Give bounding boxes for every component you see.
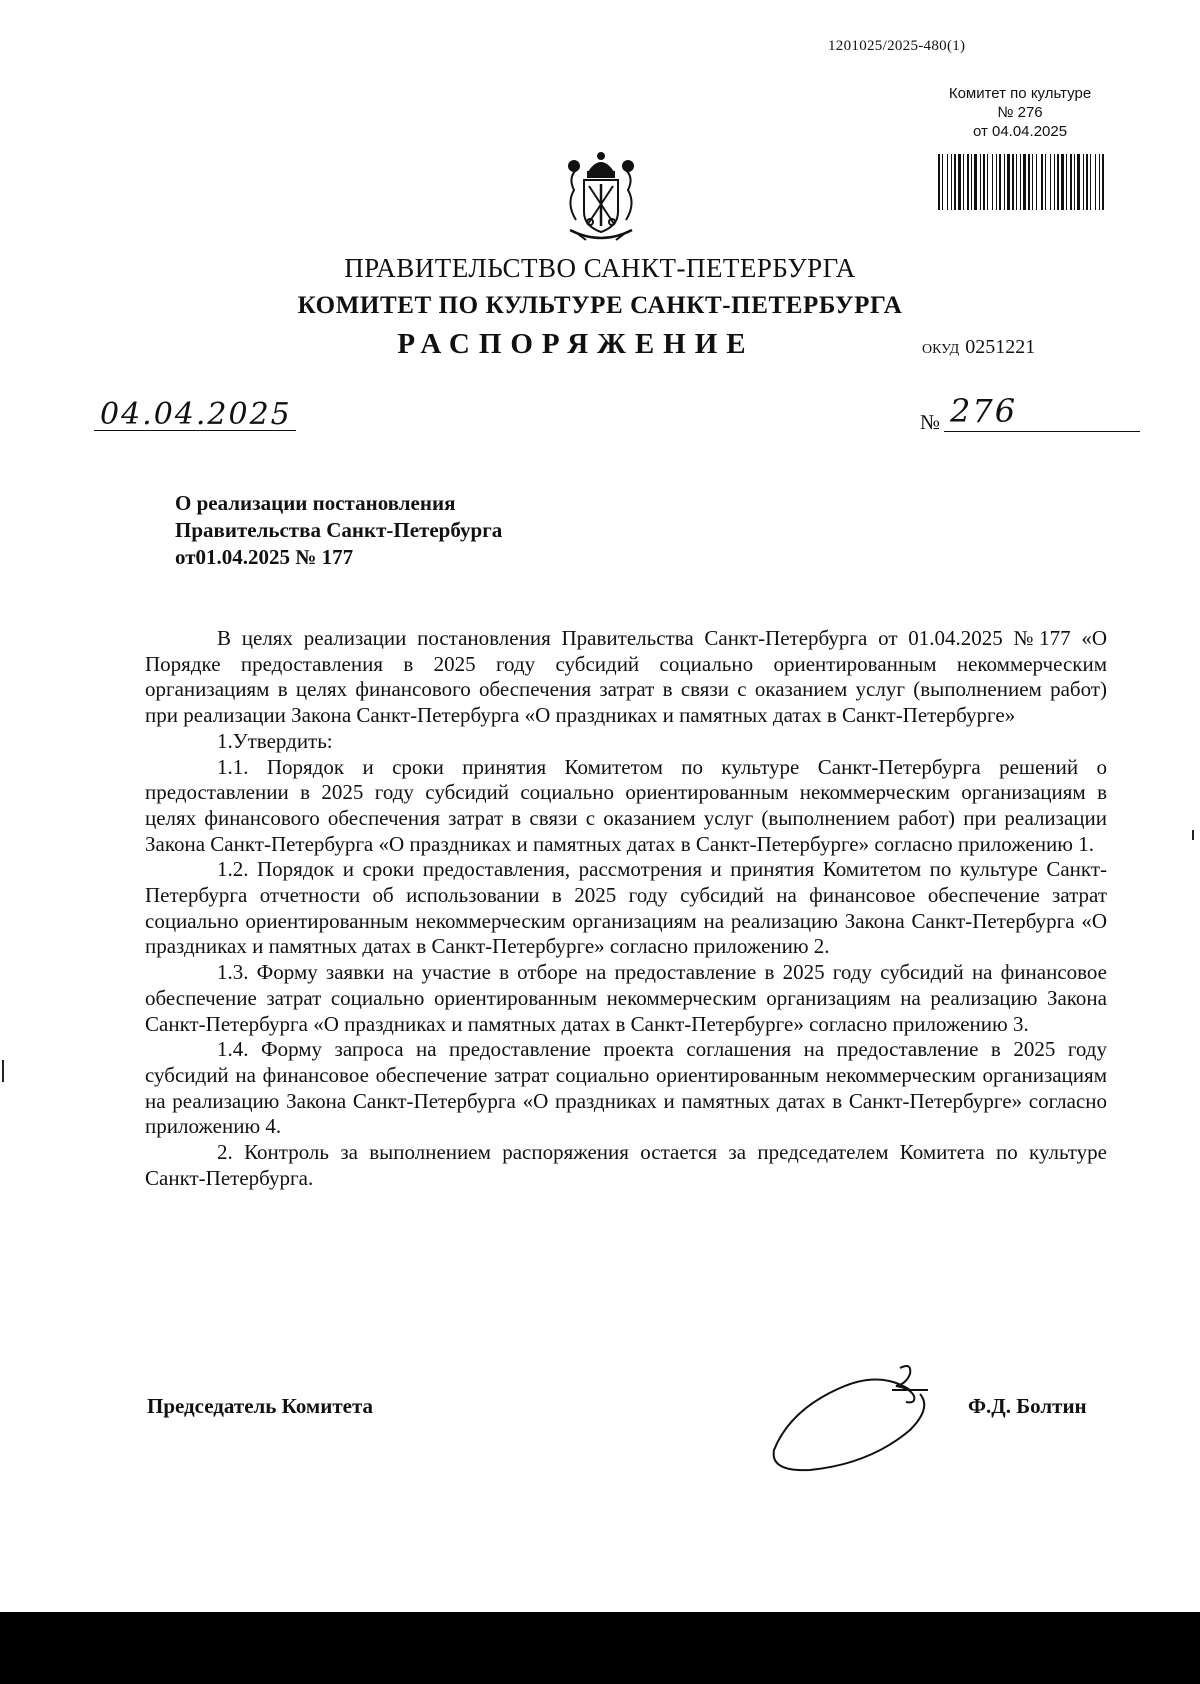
barcode-bar xyxy=(971,154,972,210)
signer-title: Председатель Комитета xyxy=(147,1394,374,1418)
subject-line-3: от01.04.2025 № 177 xyxy=(175,545,354,569)
barcode-bar xyxy=(963,154,964,210)
committee-title: КОМИТЕТ ПО КУЛЬТУРЕ САНКТ-ПЕТЕРБУРГА xyxy=(297,292,903,319)
barcode-bar xyxy=(1016,154,1017,210)
number-underline xyxy=(944,431,1140,432)
barcode-bar xyxy=(1066,154,1067,210)
barcode-bar xyxy=(942,154,943,210)
document-subject xyxy=(175,490,502,571)
barcode-bar xyxy=(1050,154,1051,210)
barcode-bar xyxy=(1023,154,1026,210)
barcode-bar xyxy=(996,154,997,210)
handwritten-date-text: 04.04.2025 xyxy=(100,397,292,430)
barcode-bar xyxy=(974,154,977,210)
barcode-bar xyxy=(1083,154,1084,210)
barcode-bar xyxy=(983,154,985,210)
barcode-bar xyxy=(987,154,988,210)
handwritten-date xyxy=(96,394,294,430)
handwritten-signature xyxy=(760,1360,960,1476)
handwritten-number xyxy=(944,390,1054,430)
okud-value: 0251221 xyxy=(965,336,1036,358)
barcode-bar xyxy=(1061,154,1064,210)
stamp-org: Комитет по культуре xyxy=(948,85,1092,102)
barcode-bar xyxy=(1012,154,1014,210)
registration-stamp xyxy=(920,84,1120,141)
preamble-paragraph: В целях реализации постановления Правительства Санкт-Петербурга от 01.04.2025 №177 «О Порядке предоставления в 2025 году субсидий социально ориентированным некоммерческим организациям в целях финансового обеспечения затрат в связи с оказанием услуг (выполнением работ) при реализации Закона Санкт-Петербурга «О праздниках и памятных датах в Санкт-Петербурге» xyxy=(145,626,1107,728)
document-type: РАСПОРЯЖЕНИЕ xyxy=(397,328,755,360)
barcode-bar xyxy=(938,154,940,210)
barcode-bar xyxy=(1099,154,1100,210)
item-1-1-paragraph: 1.1. Порядок и сроки принятия Комитетом по культуре Санкт-Петербурга решений о предоставлении в 2025 году субсидий социально ориентированным некоммерческим организациям в целях финансового обеспечения затрат в связи с оказанием услуг (выполнением работ) при реализации Закона Санкт-Петербурга «О праздниках и памятных датах в Санкт-Петербурге» согласно приложению 1. xyxy=(145,754,1107,856)
barcode xyxy=(938,154,1106,210)
barcode-bar xyxy=(992,154,993,210)
barcode-bar xyxy=(1004,154,1005,210)
barcode-bar xyxy=(1020,154,1021,210)
barcode-bar xyxy=(1007,154,1010,210)
barcode-bar xyxy=(1095,154,1096,210)
approve-paragraph: 1.Утвердить: xyxy=(217,728,333,753)
stamp-number: № 276 xyxy=(997,104,1043,121)
item-2-paragraph: 2. Контроль за выполнением распоряжения остается за председателем Комитета по культуре Санкт-Петербурга. xyxy=(145,1140,1107,1190)
barcode-bar xyxy=(1102,154,1104,210)
number-label: № xyxy=(920,410,941,434)
government-title: ПРАВИТЕЛЬСТВО САНКТ-ПЕТЕРБУРГА xyxy=(344,253,856,283)
item-1-2-paragraph: 1.2. Порядок и сроки предоставления, рассмотрения и принятия Комитетом по культуре Санкт-Петербурга отчетности об использовании в 2025 году субсидий на финансовое обеспечение затрат социально ориентированным некоммерческим организациям на реализацию Закона Санкт-Петербурга «О праздниках и памятных датах в Санкт-Петербурге» согласно приложению 2. xyxy=(145,857,1107,959)
barcode-bar xyxy=(1090,154,1091,210)
barcode-bar xyxy=(954,154,956,210)
date-underline xyxy=(94,430,296,431)
coat-of-arms-icon xyxy=(556,150,646,242)
barcode-bar xyxy=(1074,154,1075,210)
scan-mark-left xyxy=(2,1060,4,1082)
subject-line-1: О реализации постановления xyxy=(175,491,456,515)
signer-name: Ф.Д. Болтин xyxy=(968,1394,1087,1418)
scan-mark-right xyxy=(1192,830,1194,840)
scan-bottom-band xyxy=(0,1612,1200,1684)
stamp-date: от 04.04.2025 xyxy=(972,123,1068,140)
barcode-bar xyxy=(1057,154,1059,210)
barcode-bar xyxy=(967,154,969,210)
item-1-3-paragraph: 1.3. Форму заявки на участие в отборе на предоставление в 2025 году субсидий на финансовое обеспечение затрат социально ориентированным некоммерческим организациям на реализацию Закона Санкт-Петербурга «О праздниках и памятных датах в Санкт-Петербурге» согласно приложению 3. xyxy=(145,960,1107,1036)
barcode-bar xyxy=(980,154,981,210)
document-id: 1201025/2025-480(1) xyxy=(828,38,966,54)
item-1-4-paragraph: 1.4. Форму запроса на предоставление проекта соглашения на предоставление в 2025 году субсидий на финансовое обеспечение затрат социально ориентированным некоммерческим организациям на реализацию Закона Санкт-Петербурга «О праздниках и памятных датах в Санкт-Петербурге» согласно приложению 4. xyxy=(145,1037,1107,1139)
barcode-bar xyxy=(1028,154,1030,210)
barcode-bar xyxy=(958,154,961,210)
barcode-bar xyxy=(1086,154,1088,210)
barcode-bar xyxy=(1032,154,1033,210)
barcode-bar xyxy=(1054,154,1055,210)
handwritten-number-text: 276 xyxy=(950,392,1018,430)
barcode-bar xyxy=(1036,154,1037,210)
barcode-bar xyxy=(947,154,948,210)
barcode-bar xyxy=(1077,154,1080,210)
barcode-bar xyxy=(1045,154,1046,210)
barcode-bar xyxy=(999,154,1001,210)
barcode-bar xyxy=(1070,154,1072,210)
okud-code xyxy=(922,336,1035,359)
document-body xyxy=(145,626,1107,1191)
subject-line-2: Правительства Санкт-Петербурга xyxy=(175,518,503,542)
okud-label: ОКУД xyxy=(922,342,960,357)
barcode-bar xyxy=(951,154,952,210)
barcode-bar xyxy=(1041,154,1043,210)
